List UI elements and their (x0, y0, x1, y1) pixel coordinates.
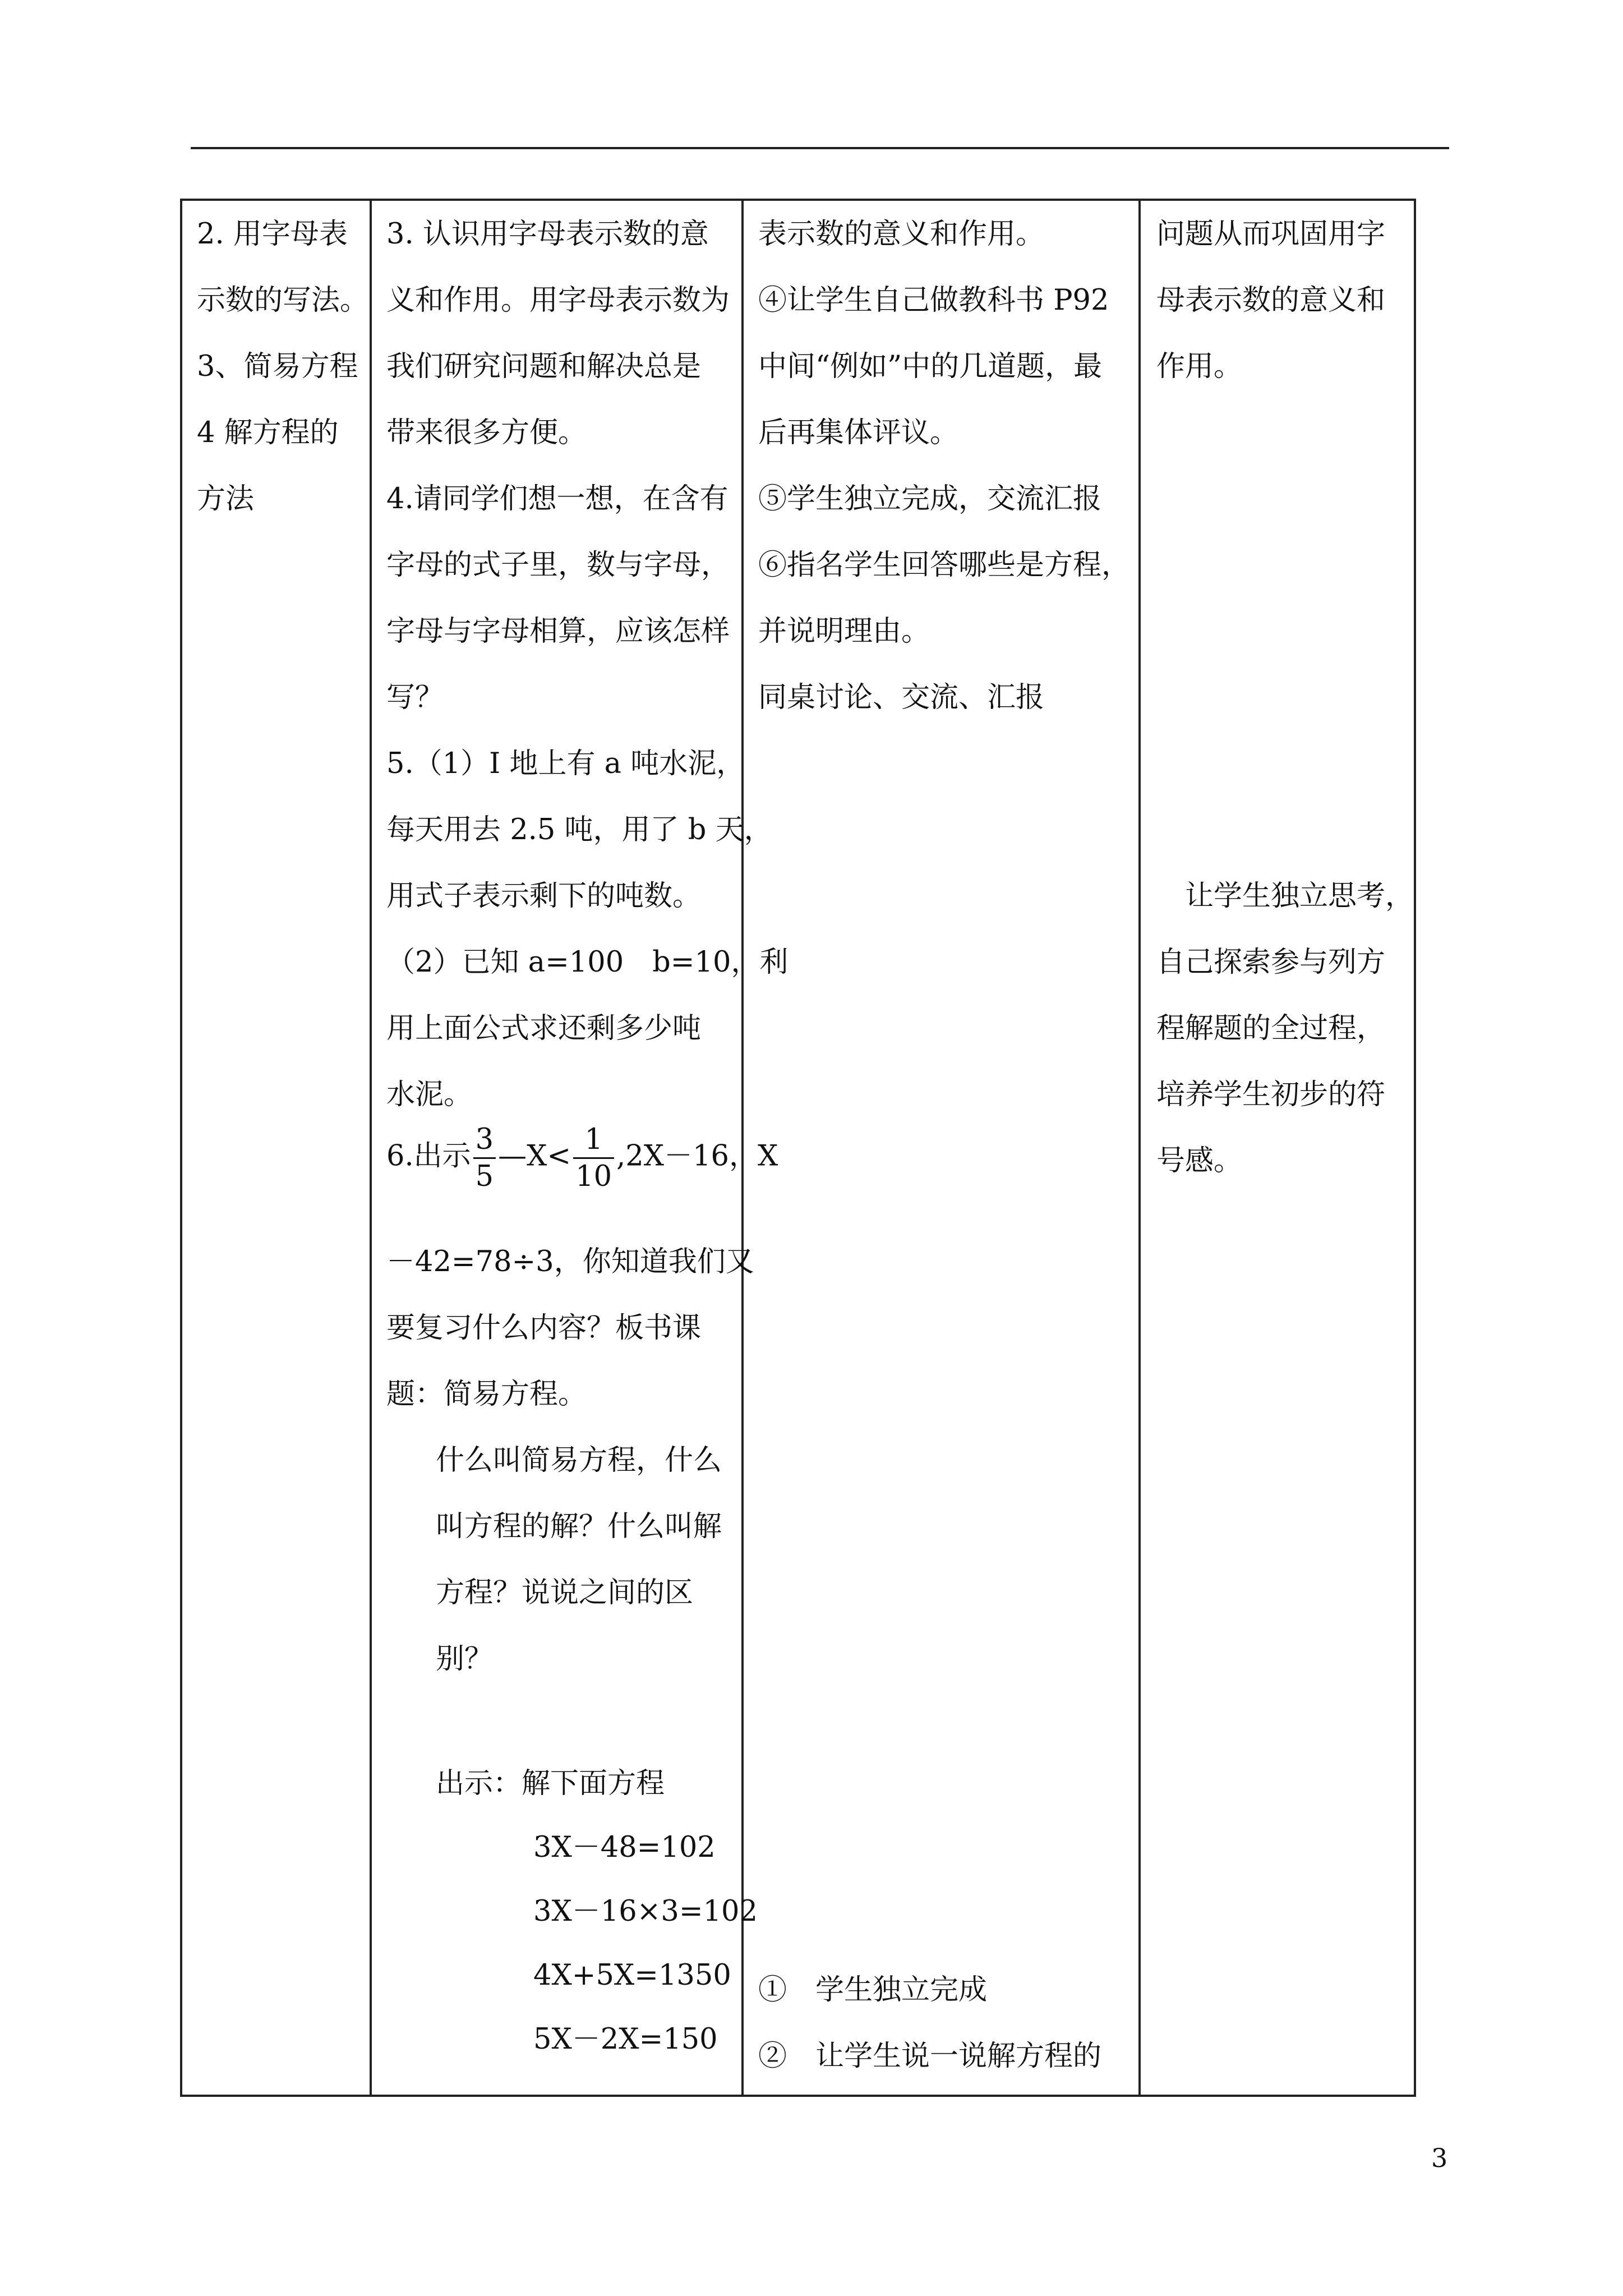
teacher-line: 用上面公式求还剩多少吨 (386, 1012, 702, 1045)
student-line: ② 让学生说一说解方程的 (758, 2040, 1102, 2073)
lesson-plan-table (180, 199, 1416, 2097)
teacher-line: 义和作用。用字母表示数为 (386, 284, 730, 317)
topic-line: 3、简易方程 (197, 350, 358, 383)
teacher-line: （2）已知 a=100 b=10，利 (386, 946, 789, 979)
intent-line: 自己探索参与列方 (1156, 946, 1386, 979)
student-line: 表示数的意义和作用。 (758, 218, 1045, 251)
teacher-line: 带来很多方便。 (386, 416, 587, 449)
teacher-line: 3. 认识用字母表示数的意 (386, 218, 709, 251)
intent-line: 母表示数的意义和 (1156, 284, 1386, 317)
intent-line: 号感。 (1156, 1144, 1243, 1177)
student-line: ⑤学生独立完成，交流汇报 (758, 482, 1102, 516)
teacher-line: 要复习什么内容？板书课 (386, 1312, 702, 1345)
intent-line: 问题从而巩固用字 (1156, 218, 1386, 251)
intent-line: 程解题的全过程， (1156, 1012, 1386, 1045)
fraction-numerator: 1 (573, 1125, 614, 1159)
equation: 5X－2X=150 (533, 2023, 718, 2056)
teacher-line: 字母的式子里，数与字母， (386, 549, 730, 582)
student-line: 并说明理由。 (758, 615, 930, 648)
topic-line: 2. 用字母表 (197, 218, 348, 251)
equation: 4X+5X=1350 (533, 1959, 731, 1992)
topic-line: 方法 (197, 482, 255, 516)
fraction-denominator: 5 (475, 1160, 494, 1193)
teacher-line: －42=78÷3，你知道我们又 (386, 1245, 754, 1278)
teacher-line: 4.请同学们想一想，在含有 (386, 482, 728, 516)
teacher-line: 水泥。 (386, 1078, 473, 1111)
teacher-activity-cell (371, 200, 789, 2096)
fraction-numerator: 3 (473, 1125, 496, 1159)
teacher-line: 叫方程的解？什么叫解 (436, 1510, 722, 1543)
teacher-line: 每天用去 2.5 吨，用了 b 天， (386, 813, 773, 846)
expression-suffix: ,2X－16，X (616, 1139, 778, 1173)
intent-line: 培养学生初步的符 (1156, 1078, 1386, 1111)
topic-line: 示数的写法。 (197, 284, 369, 317)
fraction-three-fifths (473, 1125, 496, 1191)
student-line: 后再集体评议。 (758, 416, 959, 449)
teacher-line: 5.（1）I 地上有 a 吨水泥， (386, 747, 745, 780)
student-line: ④让学生自己做教科书 P92 (758, 284, 1109, 317)
design-intent-cell (1140, 200, 1415, 2096)
teacher-line: 写？ (386, 681, 444, 714)
show-equations-label: 出示：解下面方程 (436, 1767, 665, 1800)
fraction-one-tenth (573, 1125, 614, 1191)
expression-line (386, 1125, 778, 1191)
student-line: ⑥指名学生回答哪些是方程， (758, 549, 1131, 582)
teacher-line: 用式子表示剩下的吨数。 (386, 880, 702, 913)
teacher-line: 方程？说说之间的区 (436, 1576, 694, 1609)
equation: 3X－16×3=102 (533, 1895, 758, 1928)
topic-line: 4 解方程的 (197, 416, 339, 449)
teacher-line: 别？ (436, 1642, 494, 1676)
intent-line: 让学生独立思考， (1156, 880, 1414, 913)
student-activity-cell (743, 200, 1140, 2096)
teacher-line: 题：简易方程。 (386, 1378, 587, 1411)
equation: 3X－48=102 (533, 1831, 716, 1864)
teacher-line: 我们研究问题和解决总是 (386, 350, 702, 383)
teacher-line: 字母与字母相算，应该怎样 (386, 615, 730, 648)
student-line: ① 学生独立完成 (758, 1973, 988, 2007)
student-line: 同桌讨论、交流、汇报 (758, 681, 1045, 714)
expression-mid: —X< (498, 1139, 571, 1173)
student-line: 中间“例如”中的几道题，最 (758, 350, 1103, 383)
page-number: 3 (1431, 2143, 1448, 2173)
table-row (181, 200, 1415, 2096)
teacher-line: 什么叫简易方程，什么 (436, 1444, 722, 1477)
fraction-denominator: 10 (575, 1160, 612, 1193)
topic-cell (181, 200, 371, 2096)
expression-prefix: 6.出示 (386, 1139, 471, 1173)
intent-line: 作用。 (1156, 350, 1243, 383)
header-rule (191, 147, 1449, 149)
